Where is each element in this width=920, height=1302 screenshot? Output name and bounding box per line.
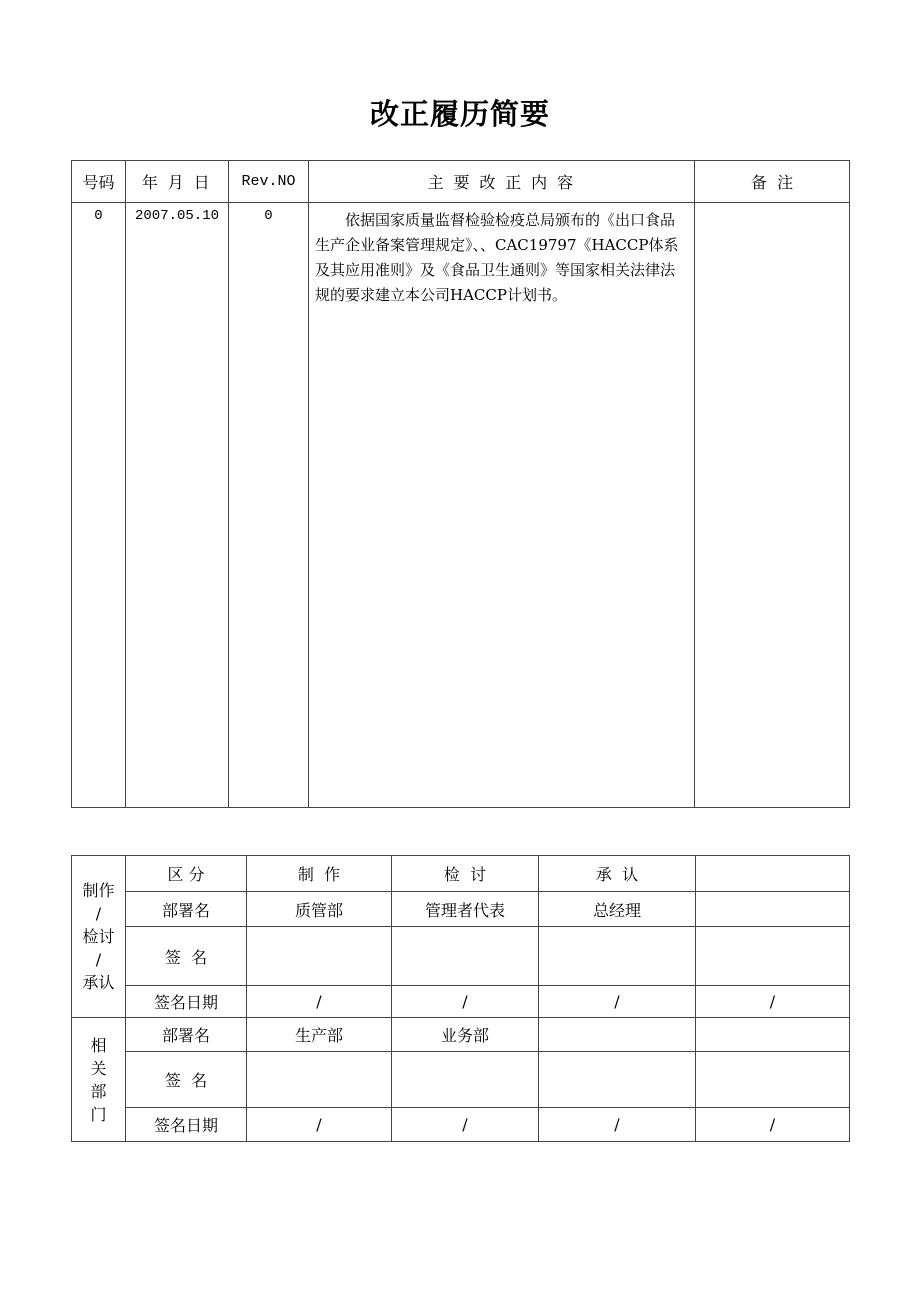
group1-line: 承认: [82, 973, 115, 992]
related-sign-cell: [696, 1052, 850, 1108]
category-approve: 承 认: [539, 856, 696, 892]
related-sign-date-cell: /: [696, 1108, 850, 1142]
sign-label: 签 名: [126, 927, 247, 986]
category-review: 检 讨: [392, 856, 539, 892]
related-sign-cell: [539, 1052, 696, 1108]
dept-rep: 管理者代表: [392, 892, 539, 927]
group-label-production: [72, 856, 126, 1018]
sign-cell: [696, 927, 850, 986]
sign-date-cell: /: [696, 986, 850, 1018]
related-sign-date-cell: /: [539, 1108, 696, 1142]
sign-cell: [539, 927, 696, 986]
header-rev: Rev.NO: [229, 161, 309, 203]
header-no: 号码: [72, 161, 126, 203]
row-content: 依据国家质量监督检验检疫总局颁布的《出口食品生产企业备案管理规定》、、CAC19797《HACCP体系及其应用准则》及《食品卫生通则》等国家相关法律法规的要求建立本公司HACCP计划书。: [309, 203, 695, 808]
group2-line: 门: [90, 1104, 107, 1124]
sign-date-cell: /: [392, 986, 539, 1018]
group1-line: 检讨: [82, 927, 115, 946]
row-rev: 0: [229, 203, 309, 808]
table-header-row: [72, 161, 850, 203]
table-row: [72, 203, 850, 808]
related-sign-date-label: 签名日期: [126, 1108, 247, 1142]
dept-qc: 质管部: [247, 892, 392, 927]
sign-cell: [392, 927, 539, 986]
header-content: 主 要 改 正 内 容: [309, 161, 695, 203]
group1-line: 制作: [82, 881, 115, 900]
row-date: 2007.05.10: [126, 203, 229, 808]
related-sign-row: [72, 1052, 850, 1108]
row-remarks: [695, 203, 850, 808]
dept-extra: [696, 892, 850, 927]
category-row: [72, 856, 850, 892]
related-dept-label: 部署名: [126, 1018, 247, 1052]
group-label-related: [72, 1018, 126, 1142]
sign-date-cell: /: [247, 986, 392, 1018]
related-dept-cell: [539, 1018, 696, 1052]
related-sign-cell: [392, 1052, 539, 1108]
sign-date-cell: /: [539, 986, 696, 1018]
page-title: 改正履历简要: [369, 97, 550, 131]
header-date: 年 月 日: [126, 161, 229, 203]
dept-gm: 总经理: [539, 892, 696, 927]
related-sign-date-row: [72, 1108, 850, 1142]
group2-line: 部: [90, 1081, 107, 1101]
related-dept-business: 业务部: [392, 1018, 539, 1052]
group1-line: /: [95, 904, 102, 923]
dept-label: 部署名: [126, 892, 247, 927]
category-extra: [696, 856, 850, 892]
category-make: 制 作: [247, 856, 392, 892]
sign-row: [72, 927, 850, 986]
related-dept-production: 生产部: [247, 1018, 392, 1052]
related-sign-date-cell: /: [392, 1108, 539, 1142]
dept-row: [72, 892, 850, 927]
sign-date-row: [72, 986, 850, 1018]
related-sign-cell: [247, 1052, 392, 1108]
revision-history-table: [71, 160, 850, 808]
row-no: 0: [72, 203, 126, 808]
group1-line: /: [95, 950, 102, 969]
sign-cell: [247, 927, 392, 986]
related-sign-date-cell: /: [247, 1108, 392, 1142]
approval-table: [71, 855, 850, 1142]
related-dept-cell: [696, 1018, 850, 1052]
category-label: 区 分: [126, 856, 247, 892]
header-remarks: 备 注: [695, 161, 850, 203]
group2-line: 相: [90, 1035, 107, 1055]
sign-date-label: 签名日期: [126, 986, 247, 1018]
related-dept-row: [72, 1018, 850, 1052]
group2-line: 关: [90, 1058, 107, 1078]
related-sign-label: 签 名: [126, 1052, 247, 1108]
